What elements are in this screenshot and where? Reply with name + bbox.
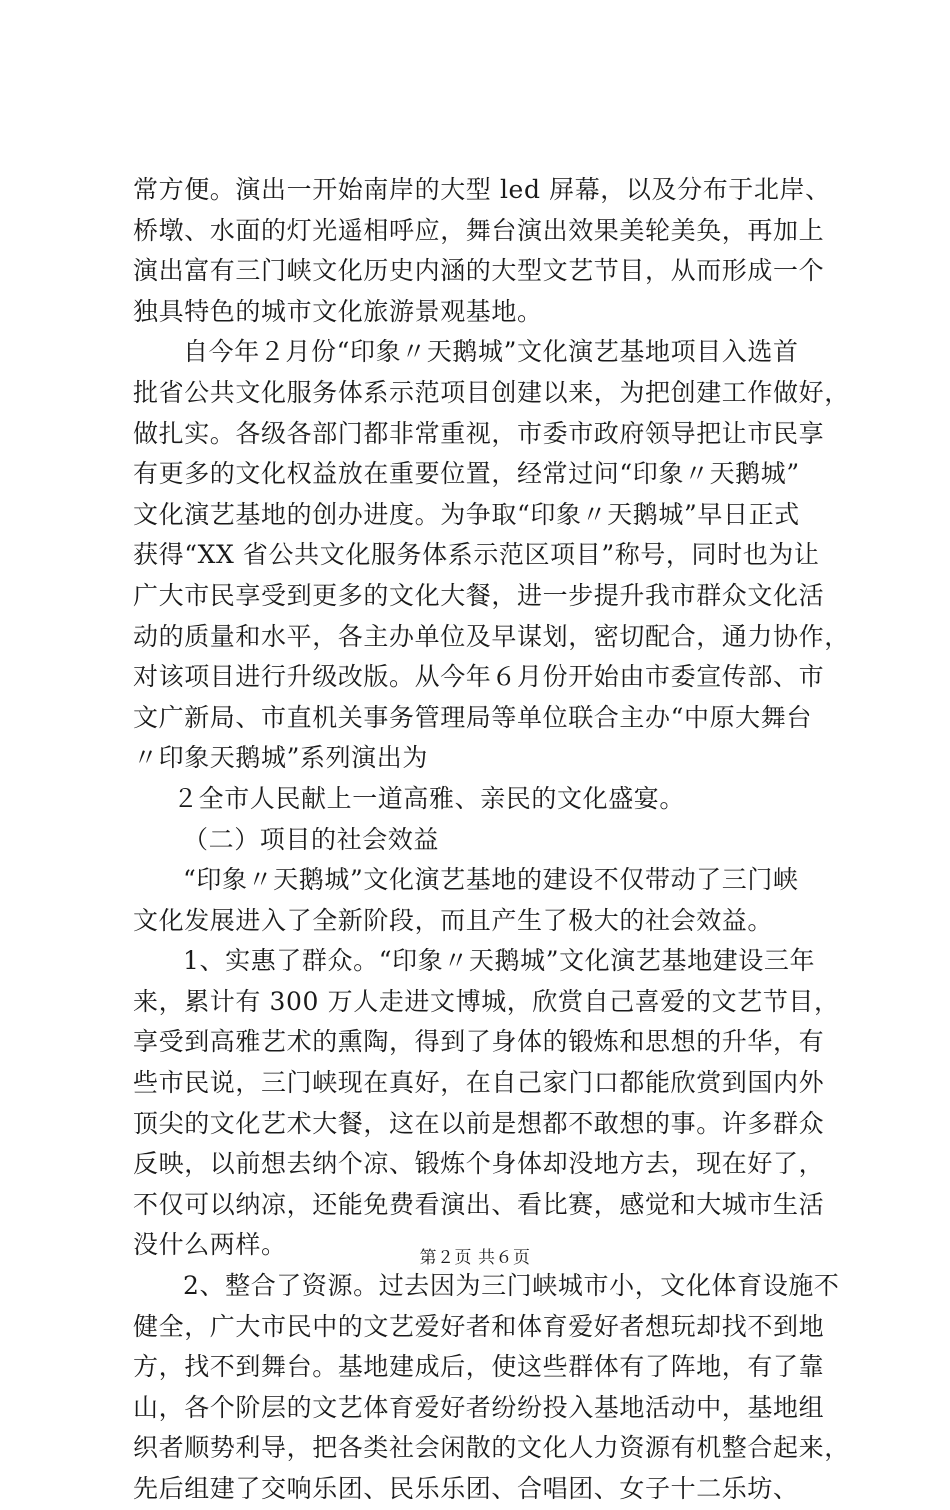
text-line: 先后组建了交响乐团、民乐乐团、合唱团、女子十二乐坊、	[133, 1474, 799, 1503]
text-line: 〃印象天鹅城”系列演出为	[133, 743, 428, 773]
text-line: （二）项目的社会效益	[183, 824, 440, 854]
text-line: 批省公共文化服务体系示范项目创建以来，为把创建工作做好，	[133, 377, 850, 407]
text-line: 织者顺势利导，把各类社会闲散的文化人力资源有机整合起来，	[133, 1433, 850, 1463]
text-line: 2、整合了资源。过去因为三门峡城市小，文化体育设施不	[183, 1271, 840, 1301]
text-line: 获得“XX 省公共文化服务体系示范区项目”称号，同时也为让	[133, 540, 820, 570]
text-line: 文化演艺基地的创办进度。为争取“印象〃天鹅城”早日正式	[133, 499, 800, 529]
text-line: 方，找不到舞台。基地建成后，使这些群体有了阵地，有了靠	[133, 1352, 825, 1382]
text-line: ２全市人民献上一道高雅、亲民的文化盛宴。	[173, 783, 686, 813]
text-line: 享受到高雅艺术的熏陶，得到了身体的锻炼和思想的升华，有	[133, 1027, 825, 1057]
text-line: 独具特色的城市文化旅游景观基地。	[133, 296, 543, 326]
text-line: 演出富有三门峡文化历史内涵的大型文艺节目，从而形成一个	[133, 256, 825, 286]
text-line: 动的质量和水平，各主办单位及早谋划，密切配合，通力协作，	[133, 621, 850, 651]
text-line: 对该项目进行升级改版。从今年６月份开始由市委宣传部、市	[133, 662, 825, 692]
page-footer: 第２页 共６页	[419, 1248, 531, 1268]
text-line: 做扎实。各级各部门都非常重视，市委市政府领导把让市民享	[133, 418, 825, 448]
text-line: “印象〃天鹅城”文化演艺基地的建设不仅带动了三门峡	[183, 865, 799, 895]
text-line: 没什么两样。	[133, 1230, 287, 1260]
text-line: 文广新局、市直机关事务管理局等单位联合主办“中原大舞台	[133, 702, 812, 732]
text-line: 文化发展进入了全新阶段，而且产生了极大的社会效益。	[133, 905, 774, 935]
document-body	[133, 170, 850, 1510]
text-line: 顶尖的文化艺术大餐，这在以前是想都不敢想的事。许多群众	[133, 1108, 825, 1138]
text-line: 健全，广大市民中的文艺爱好者和体育爱好者想玩却找不到地	[133, 1311, 825, 1341]
text-line: 自今年２月份“印象〃天鹅城”文化演艺基地项目入选首	[183, 337, 799, 367]
text-line: 反映，以前想去纳个凉、锻炼个身体却没地方去，现在好了，	[133, 1149, 825, 1179]
text-line: 些市民说，三门峡现在真好，在自己家门口都能欣赏到国内外	[133, 1068, 825, 1098]
text-line: 不仅可以纳凉，还能免费看演出、看比赛，感觉和大城市生活	[133, 1189, 825, 1219]
text-line: 常方便。演出一开始南岸的大型 led 屏幕，以及分布于北岸、	[133, 175, 831, 204]
text-line: 广大市民享受到更多的文化大餐，进一步提升我市群众文化活	[133, 580, 825, 610]
text-line: 有更多的文化权益放在重要位置，经常过问“印象〃天鹅城”	[133, 459, 800, 489]
text-line: 1、实惠了群众。“印象〃天鹅城”文化演艺基地建设三年	[183, 946, 816, 976]
text-line: 山，各个阶层的文艺体育爱好者纷纷投入基地活动中，基地组	[133, 1392, 825, 1422]
text-line: 来，累计有 300 万人走进文博城，欣赏自己喜爱的文艺节目，	[133, 986, 840, 1016]
text-line: 桥墩、水面的灯光遥相呼应，舞台演出效果美轮美奂，再加上	[133, 215, 825, 245]
